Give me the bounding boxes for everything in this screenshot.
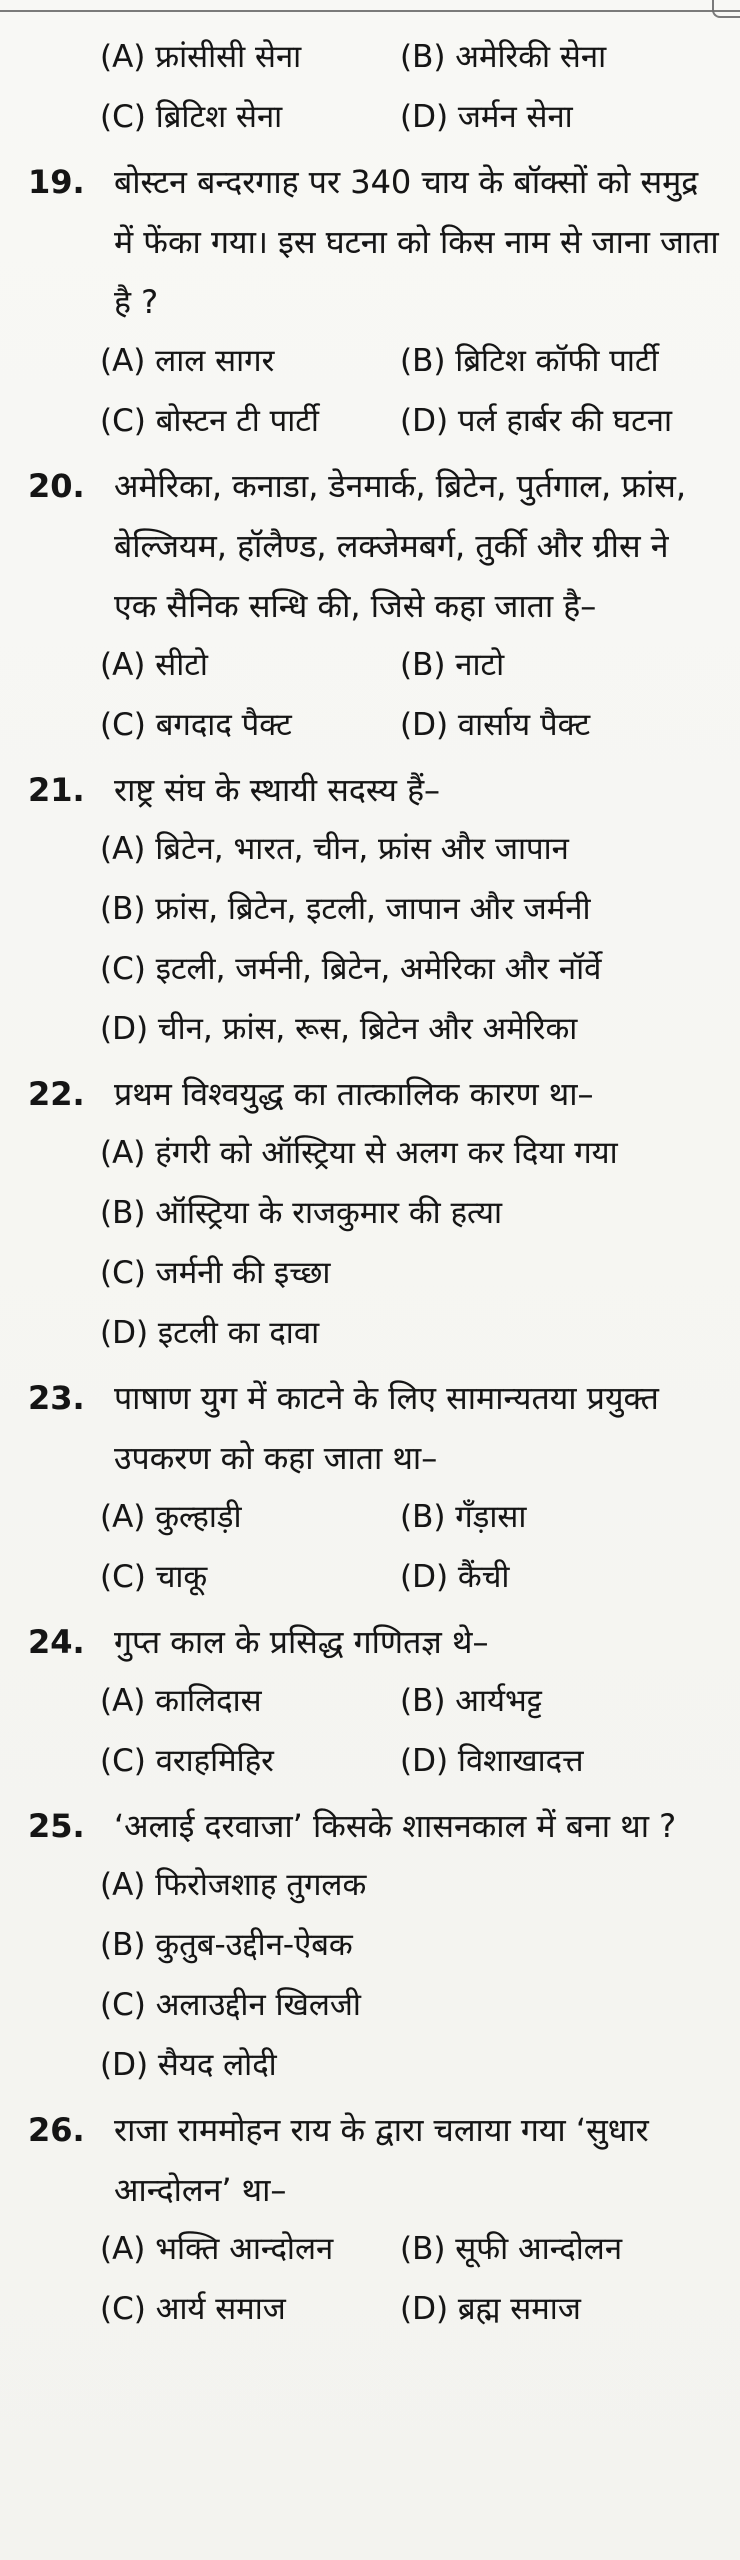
question-26 bbox=[0, 2100, 740, 2220]
option-b: (B) गँड़ासा bbox=[400, 1499, 527, 1536]
option-a: (A) हंगरी को ऑस्ट्रिया से अलग कर दिया गया bbox=[100, 1135, 618, 1172]
option-c: (C) इटली, जर्मनी, ब्रिटेन, अमेरिका और नॉर्वे bbox=[100, 951, 602, 988]
option-row bbox=[0, 392, 740, 452]
option-c: (C) आर्य समाज bbox=[100, 2291, 286, 2328]
option-row bbox=[0, 1488, 740, 1548]
option-b: (B) नाटो bbox=[400, 647, 505, 684]
option-c: (C) बोस्टन टी पार्टी bbox=[100, 403, 319, 440]
option-d: (D) पर्ल हार्बर की घटना bbox=[400, 403, 672, 440]
option-d: (D) जर्मन सेना bbox=[400, 99, 573, 136]
option-row bbox=[0, 696, 740, 756]
option-b: (B) ब्रिटिश कॉफी पार्टी bbox=[400, 343, 659, 380]
option-c: (C) चाकू bbox=[100, 1559, 208, 1596]
option-row bbox=[0, 88, 740, 148]
option-row bbox=[0, 332, 740, 392]
option-c: (C) वराहमिहिर bbox=[100, 1743, 274, 1780]
option-d: (D) इटली का दावा bbox=[100, 1315, 320, 1352]
option-d: (D) सैयद लोदी bbox=[100, 2047, 277, 2084]
question-22 bbox=[0, 1064, 740, 1124]
option-c: (C) अलाउद्दीन खिलजी bbox=[100, 1987, 361, 2024]
question-text: प्रथम विश्वयुद्ध का तात्कालिक कारण था– bbox=[114, 1075, 594, 1113]
option-d: (D) विशाखादत्त bbox=[400, 1743, 584, 1780]
option-d: (D) वार्साय पैक्ट bbox=[400, 707, 591, 744]
option-a: (A) भक्ति आन्दोलन bbox=[100, 2231, 334, 2268]
question-21 bbox=[0, 760, 740, 820]
option-row bbox=[0, 28, 740, 88]
question-19 bbox=[0, 152, 740, 332]
option-c: (C) बगदाद पैक्ट bbox=[100, 707, 292, 744]
option-row bbox=[0, 636, 740, 696]
option-c: (C) ब्रिटिश सेना bbox=[100, 99, 283, 136]
option-c: (C) जर्मनी की इच्छा bbox=[100, 1255, 331, 1292]
option-a: (A) लाल सागर bbox=[100, 343, 275, 380]
option-a: (A) फिरोजशाह तुगलक bbox=[100, 1867, 367, 1904]
question-20 bbox=[0, 456, 740, 636]
option-d: (D) चीन, फ्रांस, रूस, ब्रिटेन और अमेरिका bbox=[100, 1011, 578, 1048]
option-row bbox=[0, 1732, 740, 1792]
question-list bbox=[0, 28, 740, 2340]
question-text: बोस्टन बन्दरगाह पर 340 चाय के बॉक्सों को समुद्र में फेंका गया। इस घटना को किस नाम से जाना जाता है ? bbox=[114, 163, 719, 321]
option-a: (A) फ्रांसीसी सेना bbox=[100, 39, 302, 76]
corner-mark bbox=[712, 0, 740, 18]
option-a: (A) सीटो bbox=[100, 647, 208, 684]
question-text: पाषाण युग में काटने के लिए सामान्यतया प्रयुक्त उपकरण को कहा जाता था– bbox=[114, 1379, 659, 1477]
option-b: (B) कुतुब-उद्दीन-ऐबक bbox=[100, 1927, 353, 1964]
option-a: (A) कुल्हाड़ी bbox=[100, 1499, 242, 1536]
option-b: (B) फ्रांस, ब्रिटेन, इटली, जापान और जर्मनी bbox=[100, 891, 591, 928]
question-number: 22. bbox=[28, 1075, 85, 1113]
option-row bbox=[0, 2280, 740, 2340]
question-number: 25. bbox=[28, 1807, 85, 1845]
option-a: (A) ब्रिटेन, भारत, चीन, फ्रांस और जापान bbox=[100, 831, 569, 868]
option-b: (B) ऑस्ट्रिया के राजकुमार की हत्या bbox=[100, 1195, 503, 1232]
question-text: ‘अलाई दरवाजा’ किसके शासनकाल में बना था ? bbox=[114, 1807, 677, 1845]
question-text: राष्ट्र संघ के स्थायी सदस्य हैं– bbox=[114, 771, 441, 809]
option-row bbox=[0, 1548, 740, 1608]
option-row bbox=[0, 1672, 740, 1732]
option-row bbox=[0, 2220, 740, 2280]
option-a: (A) कालिदास bbox=[100, 1683, 262, 1720]
option-d: (D) ब्रह्म समाज bbox=[400, 2291, 581, 2328]
question-25 bbox=[0, 1796, 740, 1856]
top-border bbox=[0, 0, 740, 12]
question-23 bbox=[0, 1368, 740, 1488]
question-text: गुप्त काल के प्रसिद्ध गणितज्ञ थे– bbox=[114, 1623, 489, 1661]
question-number: 21. bbox=[28, 771, 85, 809]
question-text: अमेरिका, कनाडा, डेनमार्क, ब्रिटेन, पुर्तगाल, फ्रांस, बेल्जियम, हॉलैण्ड, लक्जेमबर्ग, तुर्की और ग्रीस ने एक सैनिक सन्धि की, जिसे कहा जाता है– bbox=[114, 467, 687, 625]
question-24 bbox=[0, 1612, 740, 1672]
question-text: राजा राममोहन राय के द्वारा चलाया गया ‘सुधार आन्दोलन’ था– bbox=[114, 2111, 649, 2209]
question-number: 24. bbox=[28, 1623, 85, 1661]
option-d: (D) कैंची bbox=[400, 1559, 510, 1596]
question-number: 26. bbox=[28, 2111, 85, 2149]
question-number: 20. bbox=[28, 467, 85, 505]
option-b: (B) सूफी आन्दोलन bbox=[400, 2231, 623, 2268]
question-number: 19. bbox=[28, 163, 85, 201]
option-b: (B) आर्यभट्ट bbox=[400, 1683, 542, 1720]
option-b: (B) अमेरिकी सेना bbox=[400, 39, 607, 76]
question-number: 23. bbox=[28, 1379, 85, 1417]
